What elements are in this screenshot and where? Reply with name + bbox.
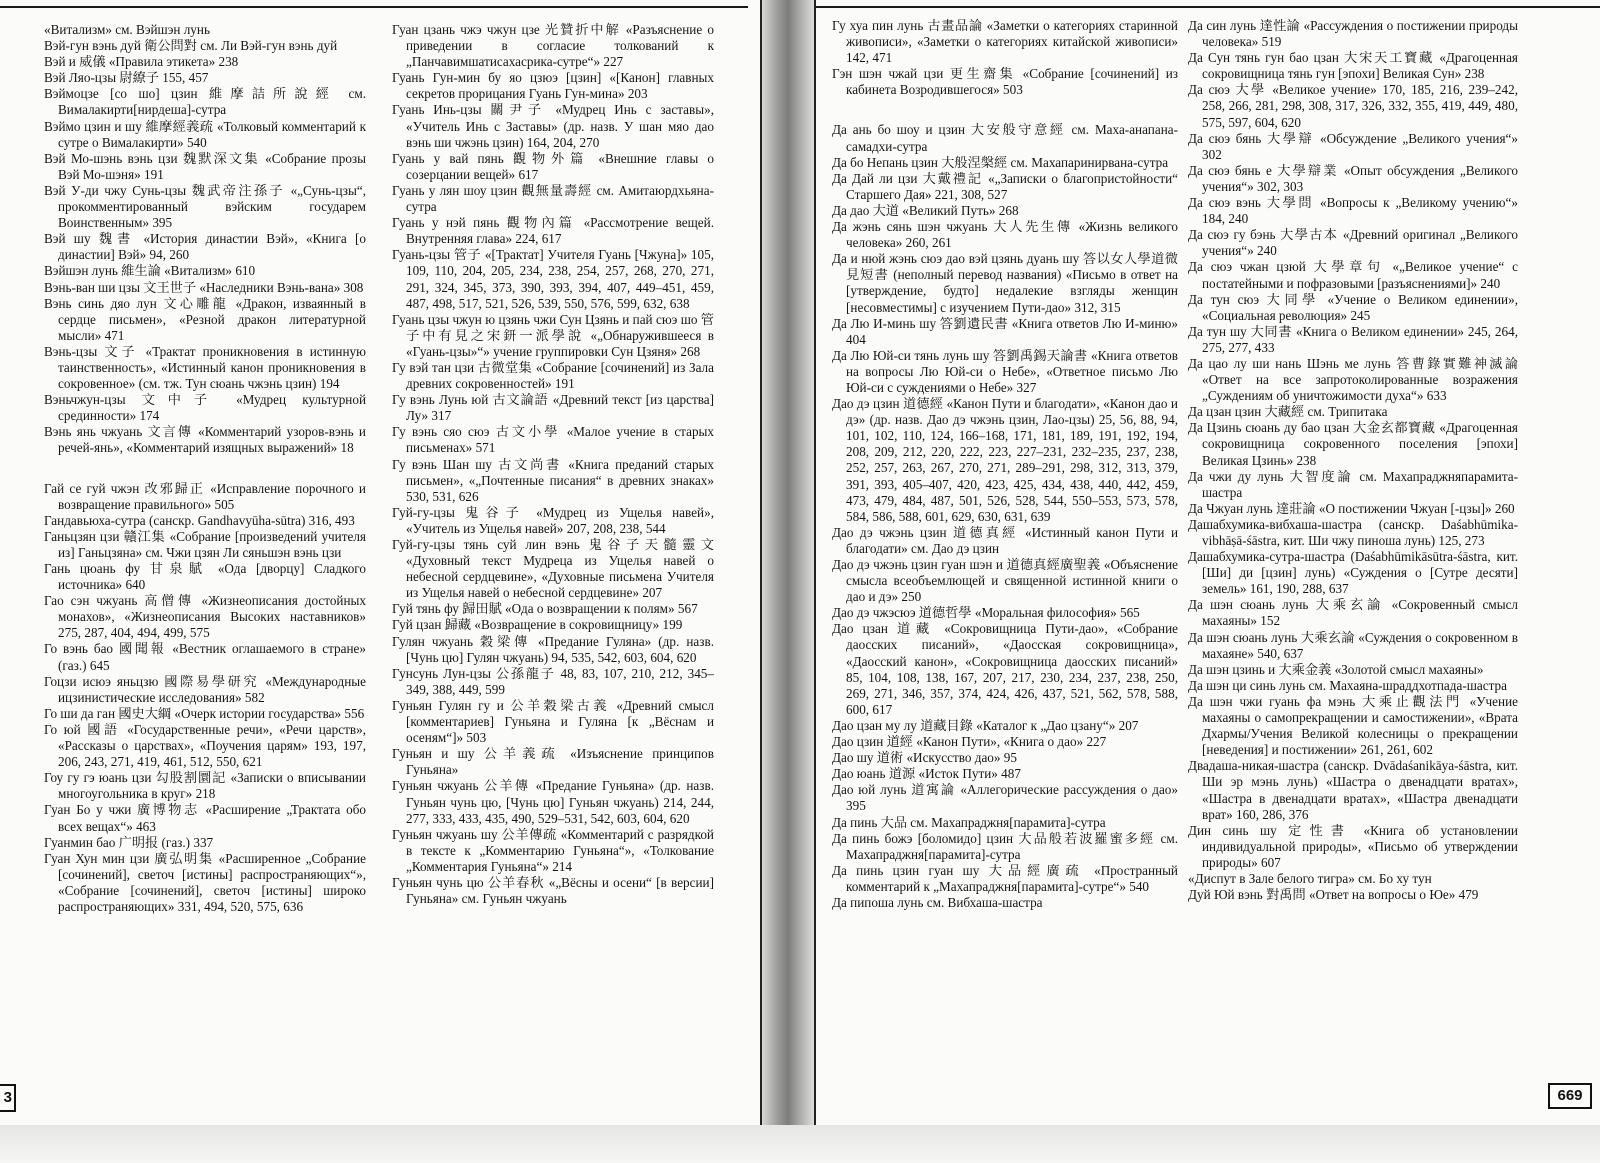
index-entry: Гуанмин бао 广明报 (газ.) 337 (44, 834, 214, 850)
index-entry: Да пипоша лунь см. Вибхаша-шастра (832, 894, 1043, 910)
index-entry: Дин синь шу 定性書 «Книга об установлении индивидуальной природы», «Письмо об утверждении природы» 607 (1188, 822, 1518, 870)
right-page-top-rule (816, 6, 1600, 8)
right-page-column-1 (832, 18, 1178, 911)
index-entry: Да сюэ бянь е 大學辯業 «Опыт обсуждения „Великого учения“» 302, 303 (1188, 162, 1518, 194)
index-entry: Гу хуа пин лунь 古畫品論 «Заметки о категориях старинной живописи», «Заметки о категориях китайской живописи» 142, 471 (832, 18, 1178, 66)
index-entry: Да тун сюэ 大同學 «Учение о Великом единении», «Социальная революция» 245 (1188, 291, 1518, 323)
index-entry: Гуань у вай пянь 觀物外篇 «Внешние главы о созерцании вещей» 617 (392, 150, 714, 182)
index-entry: Гунсунь Лун-цзы 公孫龍子 48, 83, 107, 210, 212, 345–349, 388, 449, 599 (392, 665, 714, 697)
index-entry: Да Сун тянь гун бао цзан 大宋天工寶藏 «Драгоценная сокровищница тянь гун [эпохи] Великая Сун» 238 (1188, 50, 1518, 82)
index-entry: Да тун шу 大同書 «Книга о Великом единении» 245, 264, 275, 277, 433 (1188, 323, 1518, 355)
index-entry: Вэй и 威儀 «Правила этикета» 238 (44, 54, 239, 70)
left-page-number: 3 (0, 1084, 16, 1112)
index-entry: Гуй-гу-цзы тянь суй лин вэнь 鬼谷子天髓靈文 «Духовный текст Мудреца из Ущелья навей о небесной сердцевине», «Духовные письмена Учителя из Ущелья навей о небесной сердцевине» 207 (392, 537, 714, 601)
index-entry: Вэйшэн лунь 維生論 «Витализм» 610 (44, 263, 256, 279)
index-entry: Да Лю И-минь шу 答劉遺民書 «Книга ответов Лю И-миню» 404 (832, 315, 1178, 347)
left-page (0, 0, 762, 1125)
index-entry: «Витализм» см. Вэйшэн лунь (44, 22, 210, 37)
index-entry: «Диспут в Зале белого тигра» см. Бо ху тун (1188, 870, 1432, 886)
index-entry: Да и нюй жэнь сюэ дао вэй цзянь дуань шу 答以女人學道微見短書 (неполный перевод названия) «Письмо в ответ на [утверждение, будто] недалекие взгляды женщин [несовместимы] с изучением Пути-дао» 312, 315 (832, 251, 1178, 315)
index-entry: Да Дай ли цзи 大戴禮記 «„Записки о благопристойности“ Старшего Дая» 221, 308, 527 (832, 170, 1178, 202)
index-entry: Дао дэ чжэнь цзин гуан шэн и 道德真經廣聖義 «Объяснение смысла всеобъемлющей и священной истинной книги о дао и дэ» 250 (832, 557, 1178, 605)
index-entry: Гуй цзан 歸藏 «Возвращение в сокровищницу» 199 (392, 617, 683, 633)
index-entry: Ганьцзян цзи 贛江集 «Собрание [произведений учителя из] Ганьцзяна» см. Чжи цзян Ли сяньшэн вэнь цзи (44, 528, 366, 560)
index-entry: Го юй 國語 «Государственные речи», «Речи царств», «Рассказы о царствах», «Поучения царям» 193, 197, 206, 243, 271, 419, 461, 512, 550, 621 (44, 721, 366, 770)
index-entry: Да сюэ гу бэнь 大學古本 «Древний оригинал „Великого учения“» 240 (1188, 227, 1518, 259)
index-entry: Да цзан цзин 大藏經 см. Трипитака (1188, 404, 1388, 420)
right-page-number: 669 (1548, 1083, 1592, 1109)
index-entry: Да шэн сюань лунь 大乘玄論 «Сокровенный смысл махаяны» 152 (1188, 597, 1518, 629)
index-entry: Да пинь цзин гуан шу 大品經廣疏 «Пространный комментарий к „Махапраджня[парамита]-сутре“» 540 (832, 862, 1178, 894)
index-entry: Да сюэ бянь 大學辯 «Обсуждение „Великого учения“» 302 (1188, 130, 1518, 162)
index-entry: Да шэн цзинь и 大乘金義 «Золотой смысл махаяны» (1188, 661, 1484, 677)
left-page-column-2 (392, 22, 714, 907)
index-entry: Да ань бо шоу и цзин 大安般守意經 см. Маха-анапана-самадхи-сутра (832, 122, 1178, 154)
index-entry: Гуньян чжуань шу 公羊傳疏 «Комментарий с разрядкой в тексте к „Комментарию Гуньяна“», «Толкование „Комментария Гуньяна“» 214 (392, 826, 714, 874)
index-entry: Да шэн сюань лунь 大乘玄論 «Суждения о сокровенном в махаяне» 540, 637 (1188, 629, 1518, 661)
index-entry: Гао сэн чжуань 高僧傳 «Жизнеописания достойных монахов», «Жизнеописания Высоких наставников» 275, 287, 404, 494, 499, 575 (44, 593, 366, 641)
index-entry: Да шэн ци синь лунь см. Махаяна-шраддхотпада-шастра (1188, 677, 1507, 693)
index-entry: Гуй-гу-цзы 鬼谷子 «Мудрец из Ущелья навей», «Учитель из Ущелья навей» 207, 208, 238, 544 (392, 504, 714, 536)
index-entry: Гу вэй тан цзи 古微堂集 «Собрание [сочинений] из Зала древних сокровенностей» 191 (392, 359, 714, 392)
index-entry: Дашабхумика-вибхаша-шастра (санскр. Daśabhūmika-vibhāṣā-śāstra, кит. Ши чжу пиноша лунь) 125, 273 (1188, 516, 1518, 548)
index-entry: Гулян чжуань 穀梁傳 «Предание Гуляна» (др. назв. [Чунь цю] Гулян чжуань) 94, 535, 542, 603, 604, 620 (392, 633, 714, 665)
index-entry: Гуньян Гулян гу и 公羊穀梁古義 «Древний смысл [комментариев] Гуньяна и Гуляна [к „Вёснам и осеням“]» 503 (392, 697, 714, 746)
index-entry: Вэнь-ван ши цзы 文王世子 «Наследники Вэнь-вана» 308 (44, 279, 364, 295)
index-entry: Гуань цзы чжун ю цзянь чжи Сун Цзянь и пай сюэ шо 管子中有見之宋鈃一派學說 «„Обнаружившееся в «Гуань-цзы»“» учение группировки Сун Цзяня» 268 (392, 311, 714, 359)
index-entry: Дао дэ чжэсюэ 道德哲學 «Моральная философия» 565 (832, 605, 1140, 621)
index-entry: Да жэнь сянь шэн чжуань 大人先生傳 «Жизнь великого человека» 260, 261 (832, 219, 1178, 251)
index-entry: Гуань у нэй пянь 觀物內篇 «Рассмотрение вещей. Внутренняя глава» 224, 617 (392, 215, 714, 247)
index-entry: Гуань Инь-цзы 關尹子 «Мудрец Инь с заставы», «Учитель Инь с Заставы» (др. назв. У шан мяо дао вэнь ши чжэнь цзин) 164, 204, 270 (392, 102, 714, 150)
index-entry: Гуй тянь фу 歸田賦 «Ода о возвращении к полям» 567 (392, 601, 698, 617)
index-entry: Да цао лу ши нань Шэнь ме лунь 答曹錄實難神滅論 «Ответ на все запротоколированные возражения „Суждениям об уничтожимости духа“» 633 (1188, 355, 1518, 404)
index-entry: Да пинь 大品 см. Махапраджня[парамита]-сутра (832, 814, 1106, 830)
index-entry: Гоцзи исюэ яньцзю 國際易學研究 «Международные ицзинистические исследования» 582 (44, 673, 366, 705)
index-entry: Вэй У-ди чжу Сунь-цзы 魏武帝注孫子 «„Сунь-цзы“, прокомментированный вэйским государем Воинственным» 395 (44, 182, 366, 231)
index-entry: Гуньян чунь цю 公羊春秋 «„Вёсны и осени“ [в версии] Гуньяна» см. Гуньян чжуань (392, 874, 714, 907)
index-entry: Да Чжуан лунь 達莊論 «О постижении Чжуан [-цзы]» 260 (1188, 500, 1515, 516)
index-entry: Дао юань 道源 «Исток Пути» 487 (832, 766, 1021, 782)
index-entry: Го ши да ган 國史大綱 «Очерк истории государства» 556 (44, 705, 365, 721)
index-entry: Гуан Бо у чжи 廣博物志 «Расширение „Трактата обо всех вещах“» 463 (44, 802, 366, 834)
index-entry: Дао дэ чжэнь цзин 道德真經 «Истинный канон Пути и благодати» см. Дао дэ цзин (832, 524, 1178, 556)
index-entry: Вэньчжун-цзы 文中子 «Мудрец культурной срединности» 174 (44, 392, 366, 424)
index-entry: Да бо Непань цзин 大般涅槃經 см. Махапаринирвана-сутра (832, 154, 1169, 170)
index-entry: Гэн шэн чжай цзи 更生齋集 «Собрание [сочинений] из кабинета Возродившегося» 503 (832, 66, 1178, 98)
index-entry: Да сюэ вэнь 大學問 «Вопросы к „Великому учению“» 184, 240 (1188, 195, 1518, 227)
index-entry: Гуньян чжуань 公羊傳 «Предание Гуньяна» (др. назв. Гуньян чунь цю, [Чунь цю] Гуньян чжуань) 214, 244, 277, 333, 433, 435, 490, 529–531, 542, 603, 604, 620 (392, 778, 714, 826)
index-entry: Да син лунь 達性論 «Рассуждения о постижении природы человека» 519 (1188, 18, 1518, 50)
index-entry: Вэнь янь чжуань 文言傳 «Комментарий узоров-вэнь и речей-янь», «Комментарий изящных выражений» 18 (44, 424, 366, 456)
index-entry: Дуй Юй вэнь 對禹問 «Ответ на вопросы о Юе» 479 (1188, 887, 1479, 903)
index-entry: Двадаша-никая-шастра (санскр. Dvādaśanikāya-śāstra, кит. Ши эр мэнь лунь) «Шастра о двенадцати вратах», «Шастра в двенадцати вратах», «Шастра двенадцати врат» 160, 286, 376 (1188, 758, 1518, 822)
index-entry: Гуань-цзы 管子 «[Трактат] Учителя Гуань [Чжуна]» 105, 109, 110, 204, 205, 234, 238, 254, 257, 268, 270, 271, 291, 324, 345, 373, 390, 393, 394, 407, 449–451, 459, 487, 498, 517, 521, 526, 539, 550, 576, 599, 632, 638 (392, 247, 714, 311)
index-entry: Вэй Ляо-цзы 尉繚子 155, 457 (44, 70, 209, 86)
index-entry: Дао цзин 道經 «Канон Пути», «Книга о дао» 227 (832, 734, 1107, 750)
index-entry: Да Лю Юй-си тянь лунь шу 答劉禹錫天論書 «Книга ответов на вопросы Лю Юй-си о Небе», «Ответное письмо Лю Юй-си с суждениями о Небе» 327 (832, 347, 1178, 395)
index-entry: Дао юй лунь 道寓論 «Аллегорические рассуждения о дао» 395 (832, 782, 1178, 814)
index-entry: Да пинь божэ [боломидо] цзин 大品般若波羅蜜多經 см. Махапраджня[парамита]-сутра (832, 830, 1178, 862)
index-entry: Да шэн чжи гуань фа мэнь 大乘止觀法門 «Учение махаяны о самопрекращении и самостижении», «Врата Дхармы/Учения Великой колесницы о прекращении [неведения] и постижении» 261, 261, 602 (1188, 693, 1518, 758)
index-entry: Гу вэнь Лунь юй 古文論語 «Древний текст [из царства] Лу» 317 (392, 392, 714, 424)
index-entry: Вэй шу 魏書 «История династии Вэй», «Книга [о династии] Вэй» 94, 260 (44, 231, 366, 263)
index-entry: Гуньян и шу 公羊義疏 «Изъяснение принципов Гуньяна» (392, 746, 714, 778)
index-entry: Гуань у лян шоу цзин 觀無量壽經 см. Амитаюрдхьяна-сутра (392, 182, 714, 215)
index-entry: Гай се гуй чжэн 改邪歸正 «Исправление порочного и возвращение правильного» 505 (44, 480, 366, 512)
index-entry: Дао дэ цзин 道德經 «Канон Пути и благодати», «Канон дао и дэ» (др. назв. Дао дэ чжэнь цзин, Лао-цзы) 25, 56, 88, 94, 101, 102, 110, 124, 166–168, 171, 181, 189, 191, 192, 194, 208, 209, 212, 220, 222, 223, 227–231, 232–235, 237, 238, 252, 257, 263, 267, 270, 271, 289–291, 298, 312, 313, 379, 391, 393, 405–407, 420, 423, 425, 434, 438, 440, 442, 459, 473, 479, 484, 487, 501, 526, 528, 544, 550–553, 573, 578, 584, 586, 588, 601, 629, 630, 631, 639 (832, 396, 1178, 524)
index-entry: Да чжи ду лунь 大智度論 см. Махапраджняпарамита-шастра (1188, 468, 1518, 500)
index-entry: Да сюэ чжан цзюй 大學章句 «„Великое учение“ с постатейными и пофразовыми [разъяснениями]» 240 (1188, 259, 1518, 291)
index-entry: Дао цзан 道藏 «Сокровищница Пути-дао», «Собрание даосских писаний», «Даосская сокровищница», «Даосский канон», «Сокровищница даосских писаний» 85, 104, 108, 138, 167, 207, 217, 230, 234, 237, 238, 250, 269, 271, 346, 357, 374, 424, 426, 437, 521, 562, 578, 588, 600, 617 (832, 621, 1178, 717)
index-entry: Дао шу 道術 «Искусство дао» 95 (832, 750, 1017, 766)
index-entry: Гоу гу гэ юань цзи 勾股割圜記 «Записки о вписывании многоугольника в круг» 218 (44, 770, 366, 802)
index-entry: Дао цзан му лу 道藏目錄 «Каталог к „Дао цзану“» 207 (832, 717, 1139, 733)
index-entry: Гань цюань фу 甘泉賦 «Ода [дворцу] Сладкого источника» 640 (44, 561, 366, 593)
index-entry: Вэймоцзе [со шо] цзин 維摩詰所說經 см. Вималакирти[нирдеша]-сутра (44, 86, 366, 118)
right-page-column-2 (1188, 18, 1518, 903)
left-page-top-rule (0, 6, 748, 8)
index-entry: Гу вэнь Шан шу 古文尚書 «Книга преданий старых письмен», «„Почтенные писания“ в древних знаках» 530, 531, 626 (392, 456, 714, 504)
index-entry: Да Цзинь сюань ду бао цзан 大金玄都寶藏 «Драгоценная сокровищница сокровенного поселения [эпохи] Великая Цзинь» 238 (1188, 420, 1518, 468)
index-entry: Го вэнь бао 國聞報 «Вестник оглашаемого в стране» (газ.) 645 (44, 641, 366, 673)
index-entry: Вэнь синь дяо лун 文心雕龍 «Дракон, изваянный в сердце письмен», «Резной дракон литературной мысли» 471 (44, 295, 366, 343)
index-entry: Вэй Мо-шэнь вэнь цзи 魏默深文集 «Собрание прозы Вэй Мо-шэня» 191 (44, 150, 366, 182)
index-entry: Гуан Хун мин цзи 廣弘明集 «Расширенное „Собрание [сочинений], светоч [истины] распространяющих“», «Собрание [сочинений], светоч [истины] широко распространяющих» 331, 494, 520, 575, 636 (44, 850, 366, 914)
index-entry: Дашабхумика-сутра-шастра (Daśabhūmikāsūtra-śāstra, кит. [Ши] ди [цзин] лунь) «Суждения о [Сутре десяти] земель» 161, 190, 288, 637 (1188, 549, 1518, 597)
index-entry: Гуань Гун-мин бу яо цзюэ [цзин] «[Канон] главных секретов прорицания Гуань Гун-мина» 203 (392, 70, 714, 102)
index-entry: Гу вэнь сяо сюэ 古文小學 «Малое учение в старых письменах» 571 (392, 424, 714, 456)
right-page (814, 0, 1600, 1125)
page-bottom-edge (0, 1125, 1600, 1163)
index-entry: Гандавьюха-сутра (санскр. Gandhavyūha-sūtra) 316, 493 (44, 512, 355, 528)
index-entry: Гуан цзань чжэ чжун цзе 光贊折中解 «Разъяснение о приведении в согласие толкований к „Панчавимшатисахасрика-сутре“» 227 (392, 22, 714, 70)
index-entry: Да дао 大道 «Великий Путь» 268 (832, 202, 1019, 218)
left-page-column-1 (44, 22, 366, 915)
index-entry: Вэймо цзин и шу 維摩經義疏 «Толковый комментарий к сутре о Вималакирти» 540 (44, 118, 366, 150)
index-entry: Вэй-гун вэнь дуй 衛公問對 см. Ли Вэй-гун вэнь дуй (44, 38, 338, 54)
book-gutter (762, 0, 814, 1163)
index-entry: Вэнь-цзы 文子 «Трактат проникновения в истинную таинственность», «Истинный канон проникновения в сокровенное» (см. тж. Тун сюань чжэнь цзин) 194 (44, 343, 366, 392)
index-entry: Да сюэ 大學 «Великое учение» 170, 185, 216, 239–242, 258, 266, 281, 298, 308, 317, 326, 332, 355, 419, 449, 480, 575, 597, 604, 620 (1188, 82, 1518, 130)
